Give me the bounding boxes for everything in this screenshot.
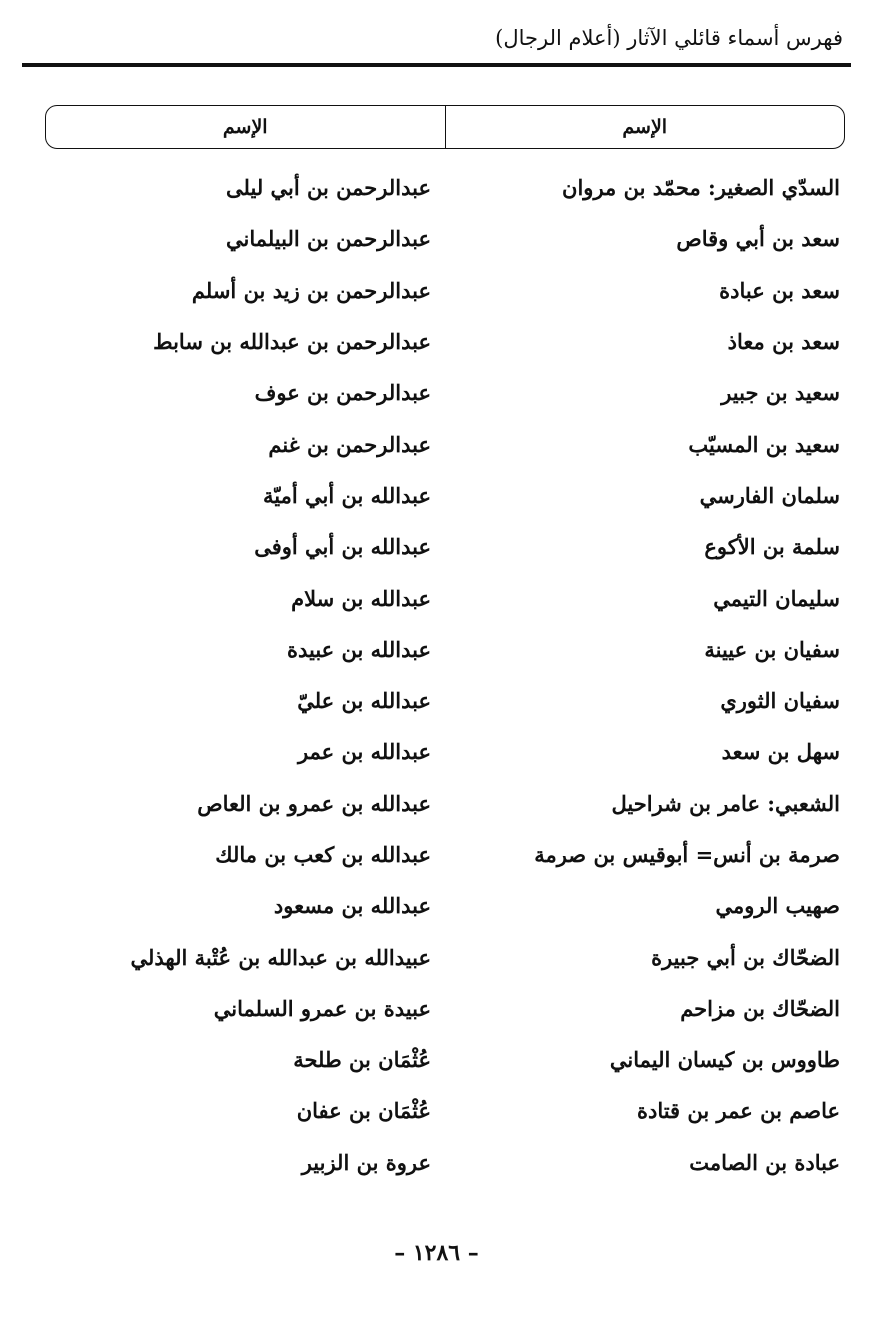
name-left: عبدالله بن عبيدة — [286, 636, 431, 662]
name-right: سعد بن أبي وقاص — [676, 226, 840, 252]
name-right: سهل بن سعد — [721, 739, 840, 765]
table-row — [40, 418, 840, 469]
name-left: عبدالرحمن بن غنم — [268, 431, 431, 457]
name-left: عبدالله بن كعب بن مالك — [215, 842, 431, 867]
name-right: سعد بن عبادة — [719, 277, 840, 303]
table-row — [40, 778, 840, 829]
table-row — [40, 367, 840, 418]
table-row — [40, 931, 840, 982]
name-left: عبدالرحمن بن عوف — [254, 380, 431, 406]
name-left: عبدالله بن عمر — [297, 739, 431, 765]
table-row — [40, 316, 840, 367]
name-left: عبدالرحمن بن أبي ليلى — [226, 175, 431, 201]
name-left: عُثْمَان بن عفان — [296, 1098, 431, 1124]
table-row — [40, 213, 840, 264]
name-left: عبدالله بن سلام — [291, 585, 431, 611]
name-left: عبدالله بن عمرو بن العاص — [197, 790, 431, 816]
table-row — [40, 162, 840, 213]
name-left: عُثْمَان بن طلحة — [293, 1047, 431, 1073]
name-right: سلمان الفارسي — [699, 482, 840, 508]
column-header-left: الإسم — [222, 116, 268, 138]
name-right: سليمان التيمي — [713, 585, 840, 611]
name-right: صهيب الرومي — [715, 893, 840, 919]
name-left: عبدالرحمن بن البيلماني — [225, 226, 431, 252]
page-number: – ١٢٨٦ – — [394, 1240, 479, 1266]
table-row — [40, 880, 840, 931]
names-table — [40, 162, 840, 1188]
name-right: طاووس بن كيسان اليماني — [609, 1047, 840, 1073]
name-left: عبدالله بن عليّ — [297, 688, 431, 714]
table-row — [40, 983, 840, 1034]
table-row — [40, 726, 840, 777]
name-left: عبدالله بن أبي أميّة — [263, 482, 431, 508]
name-right: الشعبي: عامر بن شراحيل — [611, 790, 840, 816]
name-left: عبدالرحمن بن زيد بن أسلم — [191, 277, 431, 303]
table-row — [40, 521, 840, 572]
running-header: فهرس أسماء قائلي الآثار (أعلام الرجال) — [495, 26, 843, 50]
name-right: سفيان بن عيينة — [704, 636, 840, 662]
table-row — [40, 675, 840, 726]
header-rule — [22, 63, 851, 67]
name-left: عبدالله بن أبي أوفى — [254, 534, 431, 560]
table-row — [40, 1034, 840, 1085]
name-right: عبادة بن الصامت — [689, 1149, 840, 1175]
name-right: الضحّاك بن مزاحم — [680, 995, 840, 1021]
name-left: عبيدالله بن عبدالله بن عُتْبة الهذلي — [130, 944, 431, 970]
name-right: الضحّاك بن أبي جبيرة — [651, 944, 840, 970]
table-row — [40, 624, 840, 675]
name-right: صرمة بن أنس= أبوقيس بن صرمة — [534, 842, 840, 867]
table-row — [40, 829, 840, 880]
name-left: عبيدة بن عمرو السلماني — [213, 995, 431, 1021]
name-right: سفيان الثوري — [720, 688, 840, 714]
table-row — [40, 572, 840, 623]
name-right: سلمة بن الأكوع — [704, 534, 840, 560]
name-right: سعيد بن جبير — [721, 380, 840, 406]
name-right: السدّي الصغير: محمّد بن مروان — [562, 175, 840, 201]
name-right: عاصم بن عمر بن قتادة — [636, 1098, 840, 1124]
table-row — [40, 470, 840, 521]
column-header-right: الإسم — [445, 106, 845, 148]
name-left: عروة بن الزبير — [301, 1149, 431, 1175]
name-right: سعيد بن المسيّب — [688, 431, 840, 457]
table-row — [40, 1085, 840, 1136]
table-row — [40, 265, 840, 316]
name-right: سعد بن معاذ — [727, 329, 840, 355]
name-left: عبدالله بن مسعود — [273, 893, 431, 919]
column-header-box — [45, 105, 845, 149]
table-row — [40, 1137, 840, 1188]
name-left: عبدالرحمن بن عبدالله بن سابط — [153, 329, 431, 355]
